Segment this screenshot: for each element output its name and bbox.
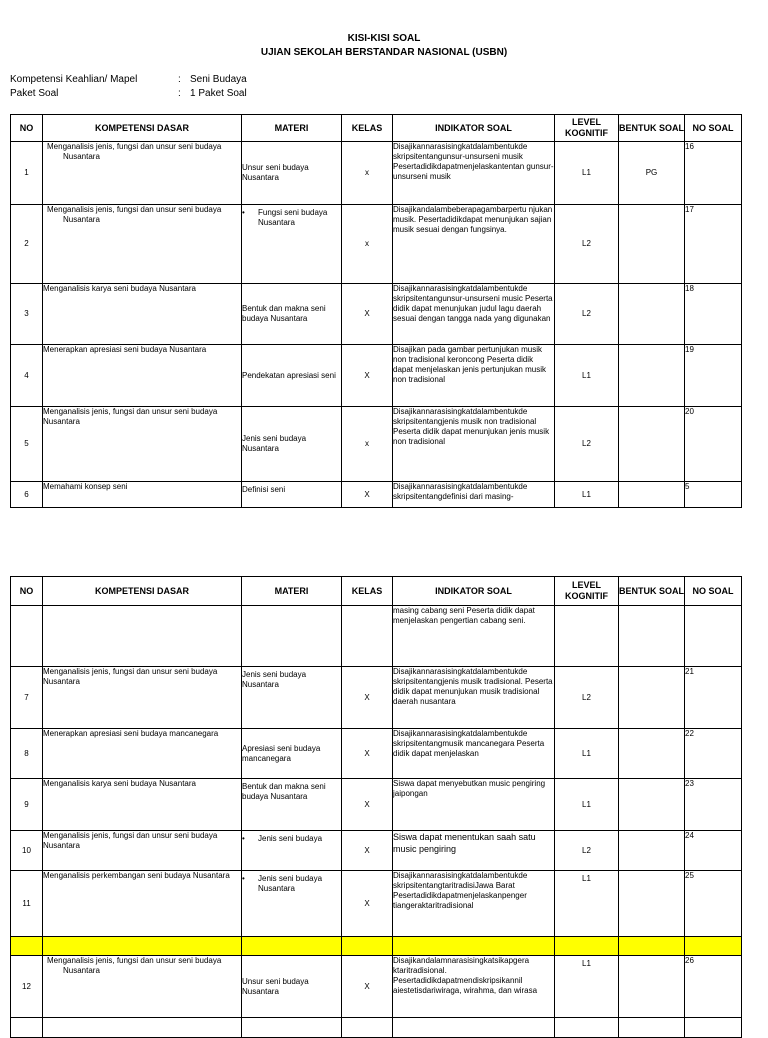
table-row <box>11 205 742 284</box>
col-header-materi: MATERI <box>242 577 342 606</box>
cell-bentuk <box>619 284 685 345</box>
cell-no: 2 <box>11 205 43 284</box>
cell-level: L2 <box>555 407 619 482</box>
cell-level: L2 <box>555 284 619 345</box>
meta-colon: : <box>178 88 181 99</box>
cell-bentuk <box>619 779 685 831</box>
meta-paket <box>10 88 247 99</box>
cell-kelas: X <box>342 667 393 729</box>
meta-paket-label: Paket Soal <box>10 88 59 99</box>
cell-bentuk <box>619 482 685 508</box>
cell-level: L1 <box>555 956 619 1018</box>
cell-no: 5 <box>11 407 43 482</box>
bullet-icon: • <box>242 208 245 217</box>
cell-indikator: masing cabang seni Peserta didik dapat menjelaskan pengertian cabang seni. <box>393 606 555 667</box>
cell-kd: Menerapkan apresiasi seni budaya mancanegara <box>43 729 242 779</box>
col-header-materi: MATERI <box>242 115 342 142</box>
col-header-bentuk: BENTUK SOAL <box>619 115 685 142</box>
cell-materi: Jenis seni budaya Nusantara <box>242 667 342 729</box>
cell-indikator: Disajikannarasisingkatdalambentukde skripsitentangunsur-unsurseni music Peserta didik dapat menunjukan judul lagu daerah sesuai dengan tangga nada yang digunakan <box>393 284 555 345</box>
cell-no: 8 <box>11 729 43 779</box>
cell-materi: Unsur seni budaya Nusantara <box>242 142 342 205</box>
col-header-indikator: INDIKATOR SOAL <box>393 577 555 606</box>
col-header-kelas: KELAS <box>342 577 393 606</box>
cell-nosoal: 20 <box>685 407 742 482</box>
cell-indikator: Disajikandalamnarasisingkatsikapgera ktaritradisional. Pesertadidikdapatmendiskripsikannil aiestetisdariwiraga, wirahma, dan wirasa <box>393 956 555 1018</box>
table-row <box>11 667 742 729</box>
doc-title: KISI-KISI SOAL <box>347 33 421 44</box>
col-header-nosoal: NO SOAL <box>685 577 742 606</box>
kisi-table-2 <box>10 576 742 1038</box>
meta-kompetensi <box>10 74 247 85</box>
table-row <box>11 956 742 1018</box>
col-header-bentuk: BENTUK SOAL <box>619 577 685 606</box>
cell-kelas <box>342 606 393 667</box>
col-header-no: NO <box>11 577 43 606</box>
cell-kelas: x <box>342 142 393 205</box>
cell-level: L2 <box>555 831 619 871</box>
cell-bentuk <box>619 667 685 729</box>
cell-kelas: X <box>342 482 393 508</box>
kisi-table-1 <box>10 114 742 508</box>
table-row <box>11 831 742 871</box>
cell-nosoal: 5 <box>685 482 742 508</box>
cell-indikator: Disajikannarasisingkatdalambentukde skripsitentangdefinisi dari masing- <box>393 482 555 508</box>
cell-nosoal: 23 <box>685 779 742 831</box>
col-header-nosoal: NO SOAL <box>685 115 742 142</box>
cell-kd: Memahami konsep seni <box>43 482 242 508</box>
cell-kd: Menganalisis jenis, fungsi dan unsur seni budaya Nusantara <box>43 205 242 284</box>
highlighted-empty-row <box>11 937 742 956</box>
cell-level <box>555 606 619 667</box>
cell-kd: Menganalisis karya seni budaya Nusantara <box>43 779 242 831</box>
cell-level: L1 <box>555 345 619 407</box>
cell-indikator: Disajikannarasisingkatdalambentukde skripsitentangjenis musik non tradisional Peserta didik dapat menunjukan jenis musik non tradisional <box>393 407 555 482</box>
cell-indikator: Disajikannarasisingkatdalambentukde skripsitentangmusik mancanegara Peserta didik dapat menjelaskan <box>393 729 555 779</box>
table-row <box>11 407 742 482</box>
cell-bentuk <box>619 871 685 937</box>
cell-bentuk <box>619 345 685 407</box>
cell-no: 10 <box>11 831 43 871</box>
cell-kd: Menganalisis jenis, fungsi dan unsur seni budaya Nusantara <box>43 956 242 1018</box>
cell-indikator: Disajikan pada gambar pertunjukan musik non tradisional keroncong Peserta didik dapat menjelaskan jenis pertunjukan musik non tradisional <box>393 345 555 407</box>
cell-bentuk <box>619 205 685 284</box>
table-row <box>11 284 742 345</box>
cell-materi: Bentuk dan makna seni budaya Nusantara <box>242 779 342 831</box>
cell-kelas: X <box>342 871 393 937</box>
meta-paket-value: 1 Paket Soal <box>190 88 247 99</box>
cell-materi: Bentuk dan makna seni budaya Nusantara <box>242 284 342 345</box>
table-header-row <box>11 577 742 606</box>
cell-materi-text: Jenis seni budaya <box>258 834 323 843</box>
cell-no <box>11 606 43 667</box>
cell-level: L1 <box>555 142 619 205</box>
cell-bentuk: PG <box>619 142 685 205</box>
col-header-kd: KOMPETENSI DASAR <box>43 577 242 606</box>
table-row <box>11 779 742 831</box>
cell-bentuk <box>619 956 685 1018</box>
cell-nosoal: 24 <box>685 831 742 871</box>
cell-level: L2 <box>555 205 619 284</box>
cell-no: 11 <box>11 871 43 937</box>
bullet-icon: • <box>242 874 245 883</box>
cell-indikator: Disajikannarasisingkatdalambentukde skripsitentangunsur-unsurseni musik Pesertadidikdapatmenjelaskantentan gunsur-unsurseni musik <box>393 142 555 205</box>
table-row <box>11 871 742 937</box>
cell-level: L2 <box>555 667 619 729</box>
cell-no: 12 <box>11 956 43 1018</box>
cell-materi: Definisi seni <box>242 482 342 508</box>
cell-level: L1 <box>555 482 619 508</box>
cell-materi <box>242 606 342 667</box>
cell-nosoal: 19 <box>685 345 742 407</box>
cell-level: L1 <box>555 779 619 831</box>
col-header-level: LEVEL KOGNITIF <box>555 577 619 606</box>
cell-nosoal: 22 <box>685 729 742 779</box>
cell-nosoal: 17 <box>685 205 742 284</box>
cell-kd: Menganalisis jenis, fungsi dan unsur seni budaya Nusantara <box>43 667 242 729</box>
cell-indikator: Siswa dapat menentukan saah satu music pengiring <box>393 831 555 871</box>
cell-kd: Menganalisis perkembangan seni budaya Nusantara <box>43 871 242 937</box>
cell-kd: Menganalisis jenis, fungsi dan unsur seni budaya Nusantara <box>43 407 242 482</box>
cell-kelas: X <box>342 345 393 407</box>
cell-materi <box>242 205 342 284</box>
cell-bentuk <box>619 729 685 779</box>
table-header-row <box>11 115 742 142</box>
cell-materi-text: Fungsi seni budaya Nusantara <box>258 208 328 227</box>
cell-no: 9 <box>11 779 43 831</box>
cell-kelas: x <box>342 407 393 482</box>
table-row <box>11 729 742 779</box>
col-header-indikator: INDIKATOR SOAL <box>393 115 555 142</box>
cell-nosoal <box>685 606 742 667</box>
cell-kelas: x <box>342 205 393 284</box>
cell-materi <box>242 871 342 937</box>
cell-materi: Pendekatan apresiasi seni <box>242 345 342 407</box>
cell-nosoal: 26 <box>685 956 742 1018</box>
cell-materi: Jenis seni budaya Nusantara <box>242 407 342 482</box>
cell-kelas: X <box>342 284 393 345</box>
cell-indikator: Disajikandalambeberapagambarpertu njukan musik. Pesertadidikdapat menunjukan sajian musik sesuai dengan fungsinya. <box>393 205 555 284</box>
cell-no: 4 <box>11 345 43 407</box>
cell-level: L1 <box>555 871 619 937</box>
cell-kd <box>43 606 242 667</box>
cell-bentuk <box>619 407 685 482</box>
cell-kd: Menganalisis karya seni budaya Nusantara <box>43 284 242 345</box>
table-row <box>11 345 742 407</box>
cell-bentuk <box>619 831 685 871</box>
cell-kelas: X <box>342 956 393 1018</box>
cell-level: L1 <box>555 729 619 779</box>
col-header-no: NO <box>11 115 43 142</box>
cell-materi: Unsur seni budaya Nusantara <box>242 956 342 1018</box>
cell-no: 1 <box>11 142 43 205</box>
cell-materi <box>242 831 342 871</box>
cell-bentuk <box>619 606 685 667</box>
col-header-level: LEVEL KOGNITIF <box>555 115 619 142</box>
cell-indikator: Disajikannarasisingkatdalambentukde skripsitentangtaritradisiJawa Barat Pesertadidikdapatmenjelaskanpenger tiangeraktaritradisional <box>393 871 555 937</box>
cell-kelas: X <box>342 729 393 779</box>
col-header-kelas: KELAS <box>342 115 393 142</box>
table-row <box>11 482 742 508</box>
cell-materi-text: Jenis seni budaya Nusantara <box>258 874 323 893</box>
cell-nosoal: 25 <box>685 871 742 937</box>
col-header-kd: KOMPETENSI DASAR <box>43 115 242 142</box>
meta-kompetensi-value: Seni Budaya <box>190 74 247 85</box>
table-row <box>11 142 742 205</box>
cell-kd: Menganalisis jenis, fungsi dan unsur seni budaya Nusantara <box>43 142 242 205</box>
cell-materi: Apresiasi seni budaya mancanegara <box>242 729 342 779</box>
cell-kelas: X <box>342 831 393 871</box>
cell-nosoal: 16 <box>685 142 742 205</box>
cell-kelas: X <box>342 779 393 831</box>
cell-nosoal: 21 <box>685 667 742 729</box>
cell-no: 7 <box>11 667 43 729</box>
cell-kd: Menerapkan apresiasi seni budaya Nusantara <box>43 345 242 407</box>
meta-colon: : <box>178 74 181 85</box>
bullet-icon: • <box>242 834 245 843</box>
table-row-cutoff <box>11 1018 742 1038</box>
cell-nosoal: 18 <box>685 284 742 345</box>
cell-indikator: Siswa dapat menyebutkan music pengiring jaipongan <box>393 779 555 831</box>
cell-kd: Menganalisis jenis, fungsi dan unsur seni budaya Nusantara <box>43 831 242 871</box>
cell-no: 6 <box>11 482 43 508</box>
doc-subtitle: UJIAN SEKOLAH BERSTANDAR NASIONAL (USBN) <box>260 47 508 58</box>
table-row <box>11 606 742 667</box>
cell-no: 3 <box>11 284 43 345</box>
meta-kompetensi-label: Kompetensi Keahlian/ Mapel <box>10 74 138 85</box>
cell-indikator: Disajikannarasisingkatdalambentukde skripsitentangjenis musik tradisional. Peserta didik dapat menunjukan musik tradisional daerah nusantara <box>393 667 555 729</box>
